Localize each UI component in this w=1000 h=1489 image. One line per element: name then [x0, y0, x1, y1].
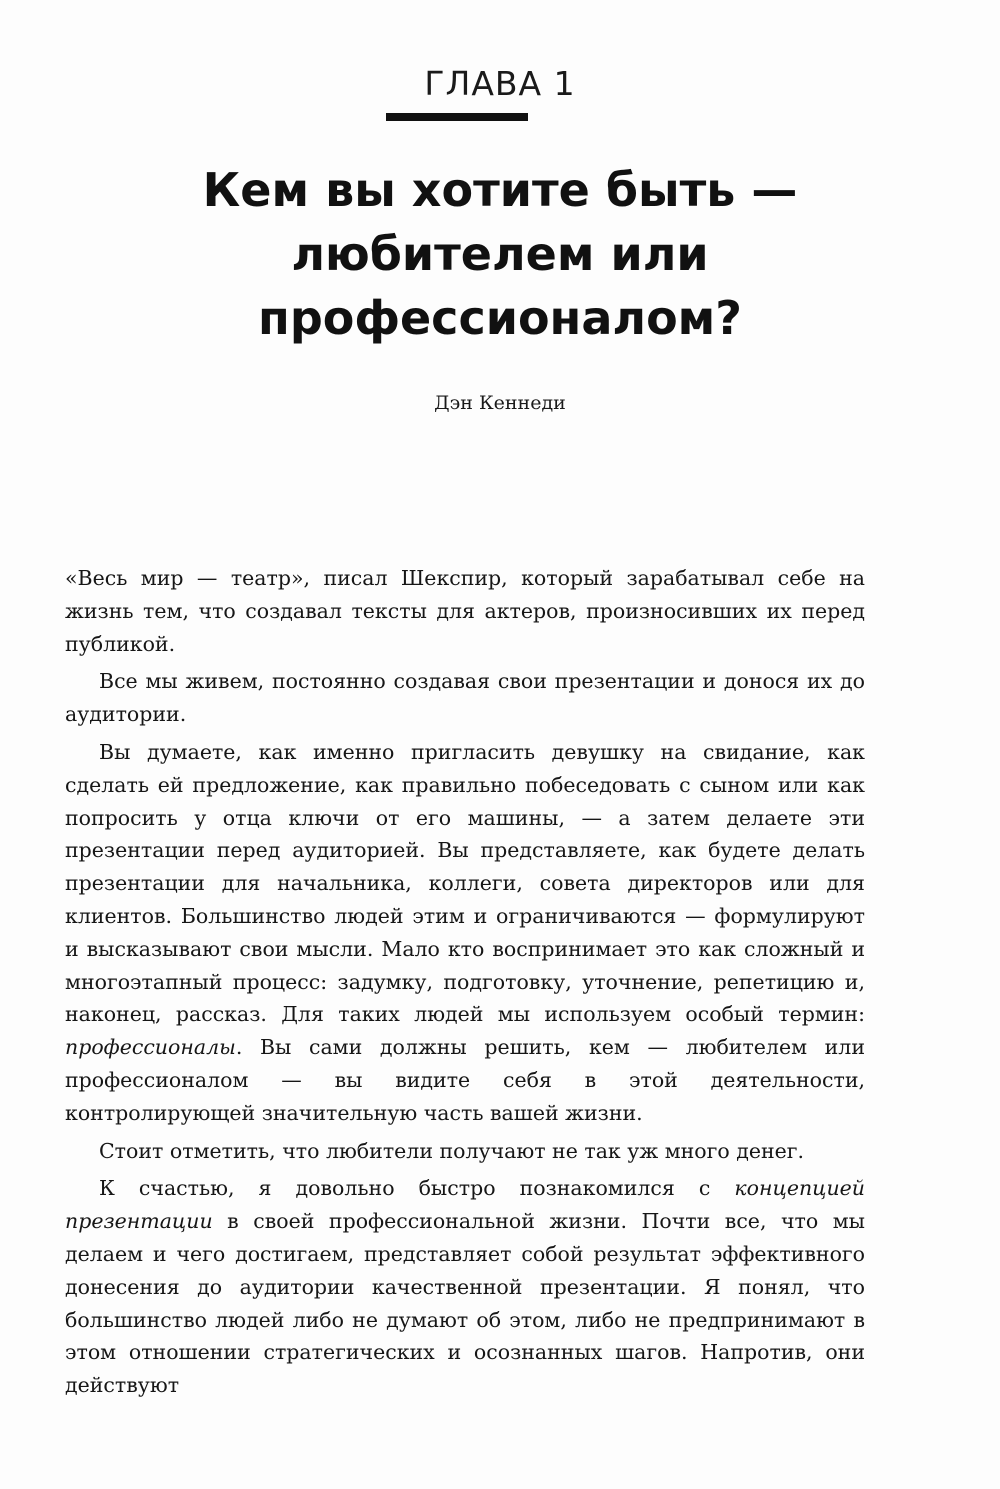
paragraph-text: «Весь мир — театр», писал Шекспир, который зарабатывал себе на жизнь тем, что создавал тексты для актеров, произносивших их перед публикой.	[65, 566, 865, 656]
paragraph-text: Вы думаете, как именно пригласить девушку на свидание, как сделать ей предложение, как правильно побеседовать с сыном или как попросить у отца ключи от его машины, — а затем делаете эти презентации перед аудиторией. Вы представляете, как будете делать презентации для начальника, коллеги, совета директоров или для клиентов. Большинство людей этим и ограничиваются — формулируют и высказывают свои мысли. Мало кто воспринимает это как сложный и многоэтапный процесс: задумку, подготовку, уточнение, репетицию и, наконец, рассказ. Для таких людей мы используем особый термин:	[65, 739, 865, 1027]
paragraph	[65, 736, 865, 1130]
paragraph-text: Стоит отметить, что любители получают не так уж много денег.	[99, 1138, 805, 1163]
author-name: Дэн Кеннеди	[434, 392, 566, 414]
body-text	[65, 562, 865, 1407]
paragraph-text: . Вы сами должны решить, кем — любителем или профессионалом — вы видите себя в этой деятельности, контролирующей значительную часть вашей жизни.	[65, 1035, 865, 1125]
paragraph-text: в своей профессиональной жизни. Почти все, что мы делаем и чего достигаем, представляет собой результат эффективного донесения до аудитории качественной презентации. Я понял, что большинство людей либо не думают об этом, либо не предпринимают в этом отношении стратегических и осознанных шагов. Напротив, они действуют	[65, 1209, 865, 1398]
chapter-title-line: любителем или	[291, 227, 709, 281]
paragraph	[65, 1172, 865, 1402]
chapter-label: ГЛАВА 1	[424, 64, 576, 103]
paragraph	[65, 1135, 865, 1168]
chapter-title	[0, 158, 1000, 350]
emphasized-term: профессионалы	[65, 1035, 236, 1060]
paragraph	[65, 562, 865, 660]
chapter-rule-divider	[386, 113, 528, 121]
emphasized-term: концепцией презентации	[65, 1176, 865, 1234]
chapter-title-line: профессионалом?	[258, 291, 742, 345]
chapter-title-line: Кем вы хотите быть —	[202, 163, 798, 217]
paragraph	[65, 665, 865, 731]
paragraph-text: К счастью, я довольно быстро познакомился с	[99, 1176, 735, 1201]
paragraph-text: Все мы живем, постоянно создавая свои презентации и донося их до аудитории.	[65, 669, 865, 727]
